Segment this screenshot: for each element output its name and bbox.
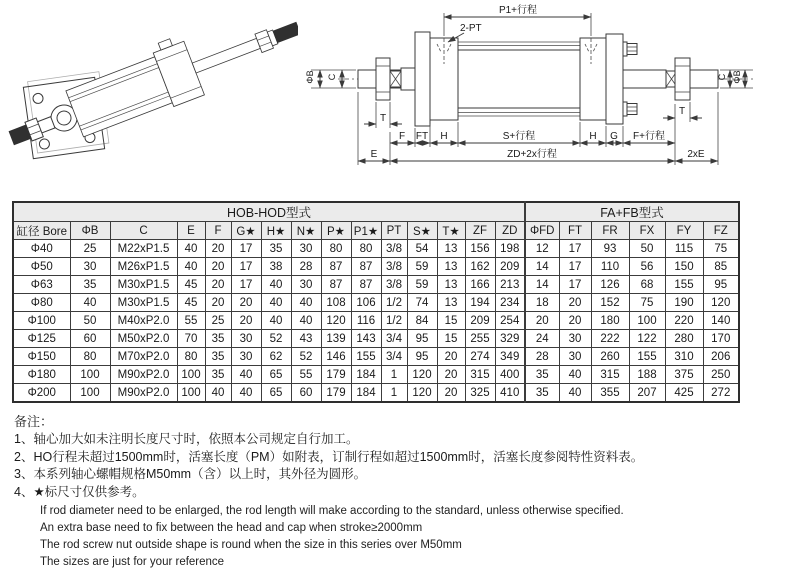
dim-label-h-head: H bbox=[440, 131, 448, 142]
table-cell: 25 bbox=[70, 240, 110, 258]
table-row bbox=[13, 330, 739, 348]
table-cell: M70xP2.0 bbox=[110, 348, 177, 366]
table-cell: 156 bbox=[465, 240, 495, 258]
row-header-bore: Φ180 bbox=[13, 366, 70, 384]
row-header-bore: Φ40 bbox=[13, 240, 70, 258]
note-line: 1、轴心加大如未注明长度尺寸时，依照本公司规定自行加工。 bbox=[14, 432, 359, 446]
table-cell: 87 bbox=[351, 258, 381, 276]
table-cell: 75 bbox=[703, 240, 739, 258]
column-header: P1★ bbox=[351, 222, 381, 240]
table-cell: 17 bbox=[559, 258, 591, 276]
table-cell: 155 bbox=[629, 348, 665, 366]
table-row bbox=[13, 240, 739, 258]
dim-label-ports: 2-PT bbox=[460, 23, 482, 34]
table-row bbox=[13, 258, 739, 276]
table-cell: 122 bbox=[629, 330, 665, 348]
table-cell: 40 bbox=[291, 294, 321, 312]
table-cell: 40 bbox=[231, 366, 261, 384]
column-header: C bbox=[110, 222, 177, 240]
table-cell: 40 bbox=[261, 294, 291, 312]
table-cell: 52 bbox=[261, 330, 291, 348]
table-cell: 45 bbox=[177, 276, 205, 294]
diagram-area bbox=[0, 0, 790, 198]
table-group-header: HOB-HOD型式 bbox=[13, 202, 525, 222]
dim-label-c-left: C bbox=[327, 73, 337, 81]
table-cell: 150 bbox=[665, 258, 703, 276]
table-cell: 13 bbox=[437, 240, 465, 258]
table-cell: 1/2 bbox=[381, 294, 407, 312]
table-cell: 155 bbox=[665, 276, 703, 294]
table-cell: 108 bbox=[321, 294, 351, 312]
table-cell: 310 bbox=[665, 348, 703, 366]
table-cell: 18 bbox=[525, 294, 559, 312]
column-header: S★ bbox=[407, 222, 437, 240]
table-cell: 17 bbox=[231, 240, 261, 258]
table-cell: 95 bbox=[703, 276, 739, 294]
table-cell: 355 bbox=[591, 384, 629, 403]
column-header: N★ bbox=[291, 222, 321, 240]
table-cell: 13 bbox=[437, 294, 465, 312]
table-cell: 170 bbox=[703, 330, 739, 348]
dim-label-h-cap: H bbox=[589, 131, 597, 142]
column-header: PT bbox=[381, 222, 407, 240]
dim-label-bore-right: ΦB bbox=[732, 70, 742, 84]
table-cell: 100 bbox=[629, 312, 665, 330]
table-cell: 93 bbox=[591, 240, 629, 258]
table-cell: 35 bbox=[525, 366, 559, 384]
table-cell: M90xP2.0 bbox=[110, 366, 177, 384]
table-head bbox=[13, 202, 739, 240]
table-body bbox=[13, 240, 739, 403]
table-cell: 30 bbox=[291, 276, 321, 294]
table-cell: 17 bbox=[231, 276, 261, 294]
dim-t-right bbox=[663, 102, 702, 122]
note-line: 4、★标尺寸仅供参考。 bbox=[14, 484, 145, 499]
table-cell: 116 bbox=[351, 312, 381, 330]
dim-label-f-span: F+行程 bbox=[633, 131, 665, 142]
note-line: 2、HO行程未超过1500mm时，活塞长度（PM）如附表，订制行程如超过1500mm时，活塞长度参阅特性资料表。 bbox=[14, 449, 644, 464]
group-header-row bbox=[13, 202, 739, 222]
table-row bbox=[13, 348, 739, 366]
dimension-drawing bbox=[298, 0, 788, 198]
notes-title: 备注： bbox=[14, 414, 54, 429]
table-cell: 100 bbox=[70, 384, 110, 403]
table-cell: 140 bbox=[703, 312, 739, 330]
table-cell: 375 bbox=[665, 366, 703, 384]
table-cell: 184 bbox=[351, 384, 381, 403]
table-cell: 87 bbox=[321, 258, 351, 276]
table-cell: 35 bbox=[205, 348, 231, 366]
table-cell: 1/2 bbox=[381, 312, 407, 330]
table-cell: 30 bbox=[70, 258, 110, 276]
table-cell: 325 bbox=[465, 384, 495, 403]
table-cell: 3/8 bbox=[381, 240, 407, 258]
table-cell: 40 bbox=[261, 312, 291, 330]
column-header: 缸径 Bore bbox=[13, 222, 70, 240]
table-cell: 60 bbox=[70, 330, 110, 348]
table-cell: 188 bbox=[629, 366, 665, 384]
table-cell: 194 bbox=[465, 294, 495, 312]
table-cell: 68 bbox=[629, 276, 665, 294]
table-cell: 207 bbox=[629, 384, 665, 403]
dim-label-zd: ZD+2x行程 bbox=[507, 149, 557, 160]
dim-label-ft: FT bbox=[415, 131, 429, 142]
column-header: E bbox=[177, 222, 205, 240]
table-cell: 106 bbox=[351, 294, 381, 312]
table-cell: 84 bbox=[407, 312, 437, 330]
table-cell: 198 bbox=[495, 240, 525, 258]
dim-label-t-left: T bbox=[379, 113, 387, 124]
table-cell: 85 bbox=[703, 258, 739, 276]
table-cell: 80 bbox=[70, 348, 110, 366]
table-cell: 87 bbox=[321, 276, 351, 294]
table-cell: 56 bbox=[629, 258, 665, 276]
table-cell: 12 bbox=[525, 240, 559, 258]
table-cell: 220 bbox=[665, 312, 703, 330]
notes-list bbox=[14, 431, 780, 501]
table-cell: 260 bbox=[591, 348, 629, 366]
dim-label-2xe: 2xE bbox=[687, 149, 705, 160]
table-cell: 25 bbox=[205, 312, 231, 330]
table-cell: 38 bbox=[261, 258, 291, 276]
column-header: ZF bbox=[465, 222, 495, 240]
table-cell: 425 bbox=[665, 384, 703, 403]
table-cell: M40xP2.0 bbox=[110, 312, 177, 330]
table-cell: 35 bbox=[525, 384, 559, 403]
column-header: H★ bbox=[261, 222, 291, 240]
table-cell: 40 bbox=[291, 312, 321, 330]
table-cell: M90xP2.0 bbox=[110, 384, 177, 403]
table-cell: 20 bbox=[525, 312, 559, 330]
table-cell: 20 bbox=[205, 258, 231, 276]
table-cell: 3/8 bbox=[381, 258, 407, 276]
table-group-header: FA+FB型式 bbox=[525, 202, 739, 222]
table-cell: 40 bbox=[70, 294, 110, 312]
table-cell: 35 bbox=[205, 366, 231, 384]
table-cell: 28 bbox=[525, 348, 559, 366]
table-row bbox=[13, 366, 739, 384]
table-cell: 209 bbox=[465, 312, 495, 330]
english-note-line: An extra base need to fix between the head and cap when stroke≥2000mm bbox=[40, 522, 423, 534]
table-cell: 40 bbox=[559, 366, 591, 384]
table-cell: 190 bbox=[665, 294, 703, 312]
table-cell: 40 bbox=[231, 384, 261, 403]
table-cell: 234 bbox=[495, 294, 525, 312]
table-cell: 120 bbox=[321, 312, 351, 330]
dim-label-e: E bbox=[370, 149, 378, 160]
table-cell: 349 bbox=[495, 348, 525, 366]
table-cell: 254 bbox=[495, 312, 525, 330]
column-header: FY bbox=[665, 222, 703, 240]
column-header: FR bbox=[591, 222, 629, 240]
table-row bbox=[13, 384, 739, 403]
left-rod-end bbox=[358, 58, 415, 100]
table-cell: 166 bbox=[465, 276, 495, 294]
table-cell: 100 bbox=[177, 384, 205, 403]
table-cell: 20 bbox=[231, 294, 261, 312]
table-cell: 17 bbox=[231, 258, 261, 276]
table-row bbox=[13, 294, 739, 312]
table-cell: 3/4 bbox=[381, 330, 407, 348]
column-header: F bbox=[205, 222, 231, 240]
table-cell: 52 bbox=[291, 348, 321, 366]
table-cell: 162 bbox=[465, 258, 495, 276]
column-header: T★ bbox=[437, 222, 465, 240]
row-header-bore: Φ80 bbox=[13, 294, 70, 312]
table-cell: 14 bbox=[525, 258, 559, 276]
dim-label-f: F bbox=[398, 131, 406, 142]
right-rod-end bbox=[623, 58, 718, 100]
table-cell: 80 bbox=[351, 240, 381, 258]
table-cell: 40 bbox=[177, 258, 205, 276]
table-cell: 20 bbox=[559, 312, 591, 330]
dim-ports bbox=[448, 23, 482, 42]
dim-label-p1: P1+行程 bbox=[498, 5, 538, 16]
table-cell: 55 bbox=[177, 312, 205, 330]
row-header-bore: Φ100 bbox=[13, 312, 70, 330]
table-cell: 272 bbox=[703, 384, 739, 403]
table-cell: 15 bbox=[437, 330, 465, 348]
table-cell: 1 bbox=[381, 384, 407, 403]
table-cell: 1 bbox=[381, 366, 407, 384]
table-cell: 20 bbox=[559, 294, 591, 312]
isometric-cylinder-drawing bbox=[2, 0, 298, 198]
column-header: G★ bbox=[231, 222, 261, 240]
notes-section bbox=[14, 413, 780, 568]
table-cell: 59 bbox=[407, 276, 437, 294]
table-cell: 35 bbox=[261, 240, 291, 258]
english-note-line: The sizes are just for your reference bbox=[40, 556, 225, 568]
column-header: ZD bbox=[495, 222, 525, 240]
row-header-bore: Φ125 bbox=[13, 330, 70, 348]
table-cell: 14 bbox=[525, 276, 559, 294]
column-header: FX bbox=[629, 222, 665, 240]
table-cell: 24 bbox=[525, 330, 559, 348]
table-cell: 329 bbox=[495, 330, 525, 348]
table-cell: 62 bbox=[261, 348, 291, 366]
table-cell: 28 bbox=[291, 258, 321, 276]
table-cell: 3/4 bbox=[381, 348, 407, 366]
table-cell: 100 bbox=[70, 366, 110, 384]
table-cell: 13 bbox=[437, 276, 465, 294]
table-cell: M22xP1.5 bbox=[110, 240, 177, 258]
table-cell: 74 bbox=[407, 294, 437, 312]
table-cell: 20 bbox=[437, 384, 465, 403]
row-header-bore: Φ150 bbox=[13, 348, 70, 366]
table-cell: 152 bbox=[591, 294, 629, 312]
table-cell: 20 bbox=[231, 312, 261, 330]
row-header-bore: Φ63 bbox=[13, 276, 70, 294]
table-cell: 35 bbox=[70, 276, 110, 294]
table-cell: 70 bbox=[177, 330, 205, 348]
table-cell: 213 bbox=[495, 276, 525, 294]
table-cell: 95 bbox=[407, 348, 437, 366]
table-cell: 30 bbox=[291, 240, 321, 258]
table-cell: 120 bbox=[407, 366, 437, 384]
table-cell: 55 bbox=[291, 366, 321, 384]
table-cell: 30 bbox=[559, 348, 591, 366]
table-cell: 280 bbox=[665, 330, 703, 348]
table-cell: 30 bbox=[231, 330, 261, 348]
note-line: 3、本系列轴心螺帽规格M50mm（含）以上时，其外径为圆形。 bbox=[14, 467, 367, 481]
table-cell: 43 bbox=[291, 330, 321, 348]
table-cell: 20 bbox=[437, 366, 465, 384]
table-cell: 180 bbox=[591, 312, 629, 330]
column-header: ΦB bbox=[70, 222, 110, 240]
table-cell: 80 bbox=[321, 240, 351, 258]
table-cell: 54 bbox=[407, 240, 437, 258]
table-cell: 30 bbox=[231, 348, 261, 366]
table-cell: 40 bbox=[261, 276, 291, 294]
cylinder-body bbox=[62, 0, 298, 141]
table-cell: 255 bbox=[465, 330, 495, 348]
dim-label-bore-left: ΦB bbox=[305, 70, 315, 84]
column-header: FT bbox=[559, 222, 591, 240]
dim-t-left bbox=[364, 102, 402, 128]
table-cell: 40 bbox=[177, 240, 205, 258]
table-cell: 274 bbox=[465, 348, 495, 366]
table-cell: 120 bbox=[407, 384, 437, 403]
table-cell: M30xP1.5 bbox=[110, 276, 177, 294]
table-cell: 209 bbox=[495, 258, 525, 276]
table-cell: 315 bbox=[465, 366, 495, 384]
dim-label-g: G bbox=[610, 131, 618, 142]
dim-label-s-span: S+行程 bbox=[502, 131, 536, 142]
table-cell: 155 bbox=[351, 348, 381, 366]
table-cell: 3/8 bbox=[381, 276, 407, 294]
table-cell: 20 bbox=[437, 348, 465, 366]
dim-label-c-right: C bbox=[717, 73, 727, 81]
dim-label-t-right: T bbox=[678, 106, 686, 117]
english-note-line: The rod screw nut outside shape is round when the size in this series over M50mm bbox=[40, 539, 462, 551]
table-cell: M30xP1.5 bbox=[110, 294, 177, 312]
table-cell: 179 bbox=[321, 384, 351, 403]
table-cell: 50 bbox=[70, 312, 110, 330]
table-cell: 250 bbox=[703, 366, 739, 384]
row-header-bore: Φ50 bbox=[13, 258, 70, 276]
english-note-line: If rod diameter need to be enlarged, the rod length will make according to the standard, unless otherwise specified. bbox=[40, 505, 624, 517]
table-cell: 40 bbox=[205, 384, 231, 403]
table-cell: 45 bbox=[177, 294, 205, 312]
table-cell: 126 bbox=[591, 276, 629, 294]
table-cell: 400 bbox=[495, 366, 525, 384]
table-row bbox=[13, 276, 739, 294]
table-cell: 13 bbox=[437, 258, 465, 276]
table-cell: 95 bbox=[407, 330, 437, 348]
table-cell: 222 bbox=[591, 330, 629, 348]
table-cell: 115 bbox=[665, 240, 703, 258]
table-cell: 179 bbox=[321, 366, 351, 384]
table-cell: 184 bbox=[351, 366, 381, 384]
table-cell: 143 bbox=[351, 330, 381, 348]
table-cell: 75 bbox=[629, 294, 665, 312]
column-header: ΦFD bbox=[525, 222, 559, 240]
table-cell: 139 bbox=[321, 330, 351, 348]
table-cell: 17 bbox=[559, 276, 591, 294]
table-cell: 50 bbox=[629, 240, 665, 258]
table-row bbox=[13, 312, 739, 330]
column-header-row bbox=[13, 222, 739, 240]
table-cell: 20 bbox=[205, 276, 231, 294]
tube bbox=[458, 42, 580, 116]
table-cell: 65 bbox=[261, 366, 291, 384]
column-header: P★ bbox=[321, 222, 351, 240]
table-cell: 40 bbox=[559, 384, 591, 403]
table-cell: 110 bbox=[591, 258, 629, 276]
table-cell: 20 bbox=[205, 240, 231, 258]
table-cell: 17 bbox=[559, 240, 591, 258]
table-cell: 20 bbox=[205, 294, 231, 312]
table-cell: M26xP1.5 bbox=[110, 258, 177, 276]
row-header-bore: Φ200 bbox=[13, 384, 70, 403]
table-cell: 30 bbox=[559, 330, 591, 348]
table-cell: 120 bbox=[703, 294, 739, 312]
table-cell: 65 bbox=[261, 384, 291, 403]
table-cell: 15 bbox=[437, 312, 465, 330]
table-cell: 100 bbox=[177, 366, 205, 384]
table-cell: 146 bbox=[321, 348, 351, 366]
table-cell: 35 bbox=[205, 330, 231, 348]
head-assembly bbox=[415, 32, 458, 126]
table-cell: 60 bbox=[291, 384, 321, 403]
table-cell: M50xP2.0 bbox=[110, 330, 177, 348]
table-cell: 315 bbox=[591, 366, 629, 384]
table-cell: 80 bbox=[177, 348, 205, 366]
notes-english bbox=[14, 503, 780, 568]
column-header: FZ bbox=[703, 222, 739, 240]
table-cell: 87 bbox=[351, 276, 381, 294]
table-cell: 59 bbox=[407, 258, 437, 276]
spec-table bbox=[12, 201, 740, 403]
table-cell: 410 bbox=[495, 384, 525, 403]
table-cell: 206 bbox=[703, 348, 739, 366]
